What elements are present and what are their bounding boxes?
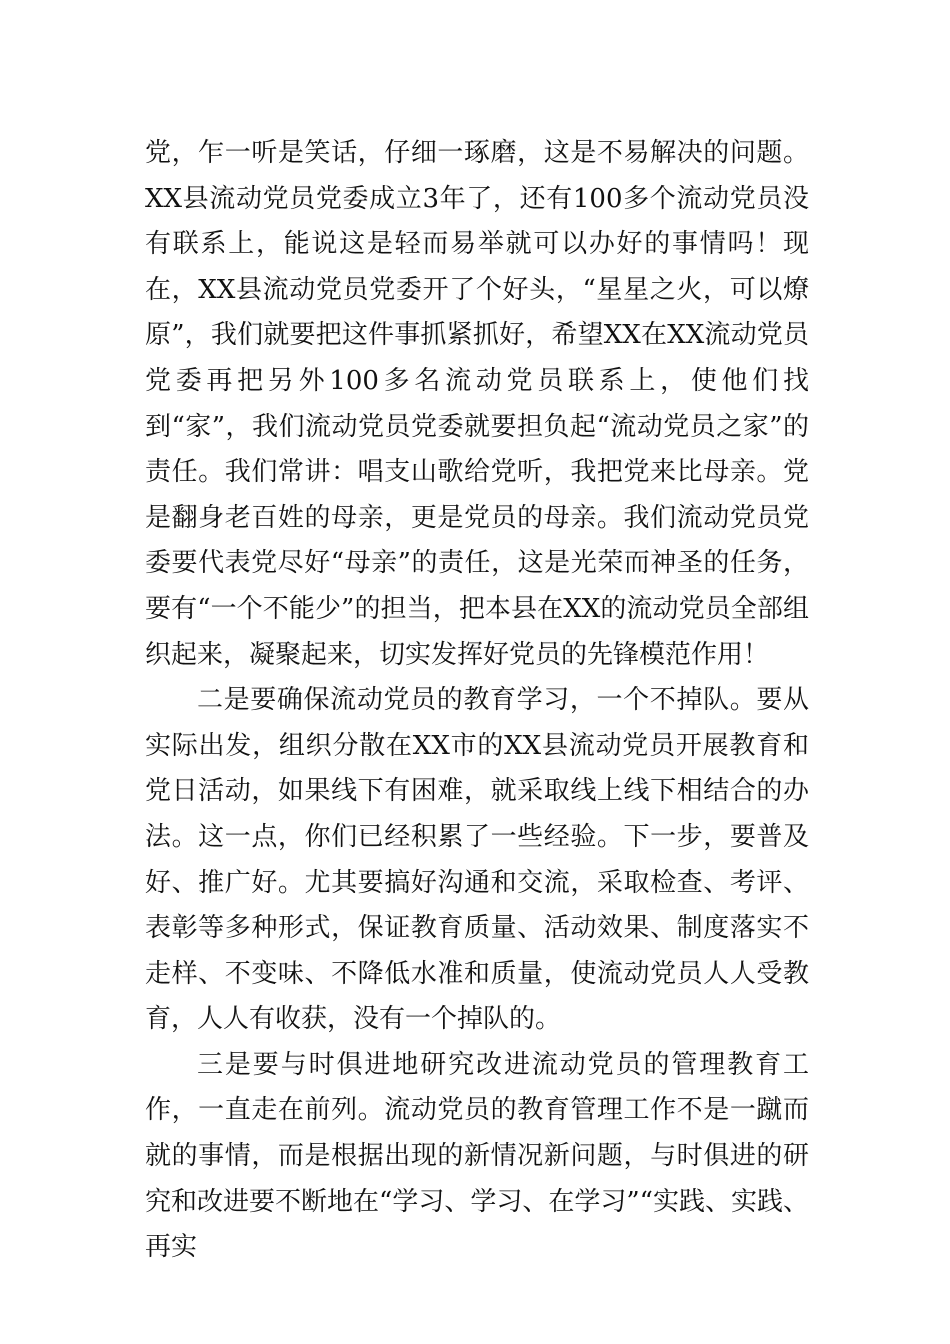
paragraph-point-three: 三是要与时俱进地研究改进流动党员的管理教育工作，一直走在前列。流动党员的教育管理工作不是一蹴而就的事情，而是根据出现的新情况新问题，与时俱进的研究和改进要不断地在“学习、学习、在学习”“实践、实践、再实 bbox=[145, 1049, 809, 1263]
paragraph-point-two: 二是要确保流动党员的教育学习，一个不掉队。要从实际出发，组织分散在XX市的XX县流动党员开展教育和党日活动，如果线下有困难，就采取线上线下相结合的办法。这一点，你们已经积累了一些经验。下一步，要普及好、推广好。尤其要搞好沟通和交流，采取检查、考评、表彰等多种形式，保证教育质量、活动效果、制度落实不走样、不变味、不降低水准和质量，使流动党员人人受教育，人人有收获，没有一个掉队的。 bbox=[145, 685, 809, 1035]
paragraph-continuation: 党，乍一听是笑话，仔细一琢磨，这是不易解决的问题。XX县流动党员党委成立3年了，还有100多个流动党员没有联系上，能说这是轻而易举就可以办好的事情吗！现在，XX县流动党员党委开了个好头，“星星之火，可以燎原”，我们就要把这件事抓紧抓好，希望XX在XX流动党员党委再把另外100多名流动党员联系上，使他们找到“家”，我们流动党员党委就要担负起“流动党员之家”的责任。我们常讲：唱支山歌给党听，我把党来比母亲。党是翻身老百姓的母亲，更是党员的母亲。我们流动党员党委要代表党尽好“母亲”的责任，这是光荣而神圣的任务，要有“一个不能少”的担当，把本县在XX的流动党员全部组织起来，凝聚起来，切实发挥好党员的先锋模范作用！ bbox=[145, 138, 809, 670]
document-body bbox=[145, 131, 809, 1271]
